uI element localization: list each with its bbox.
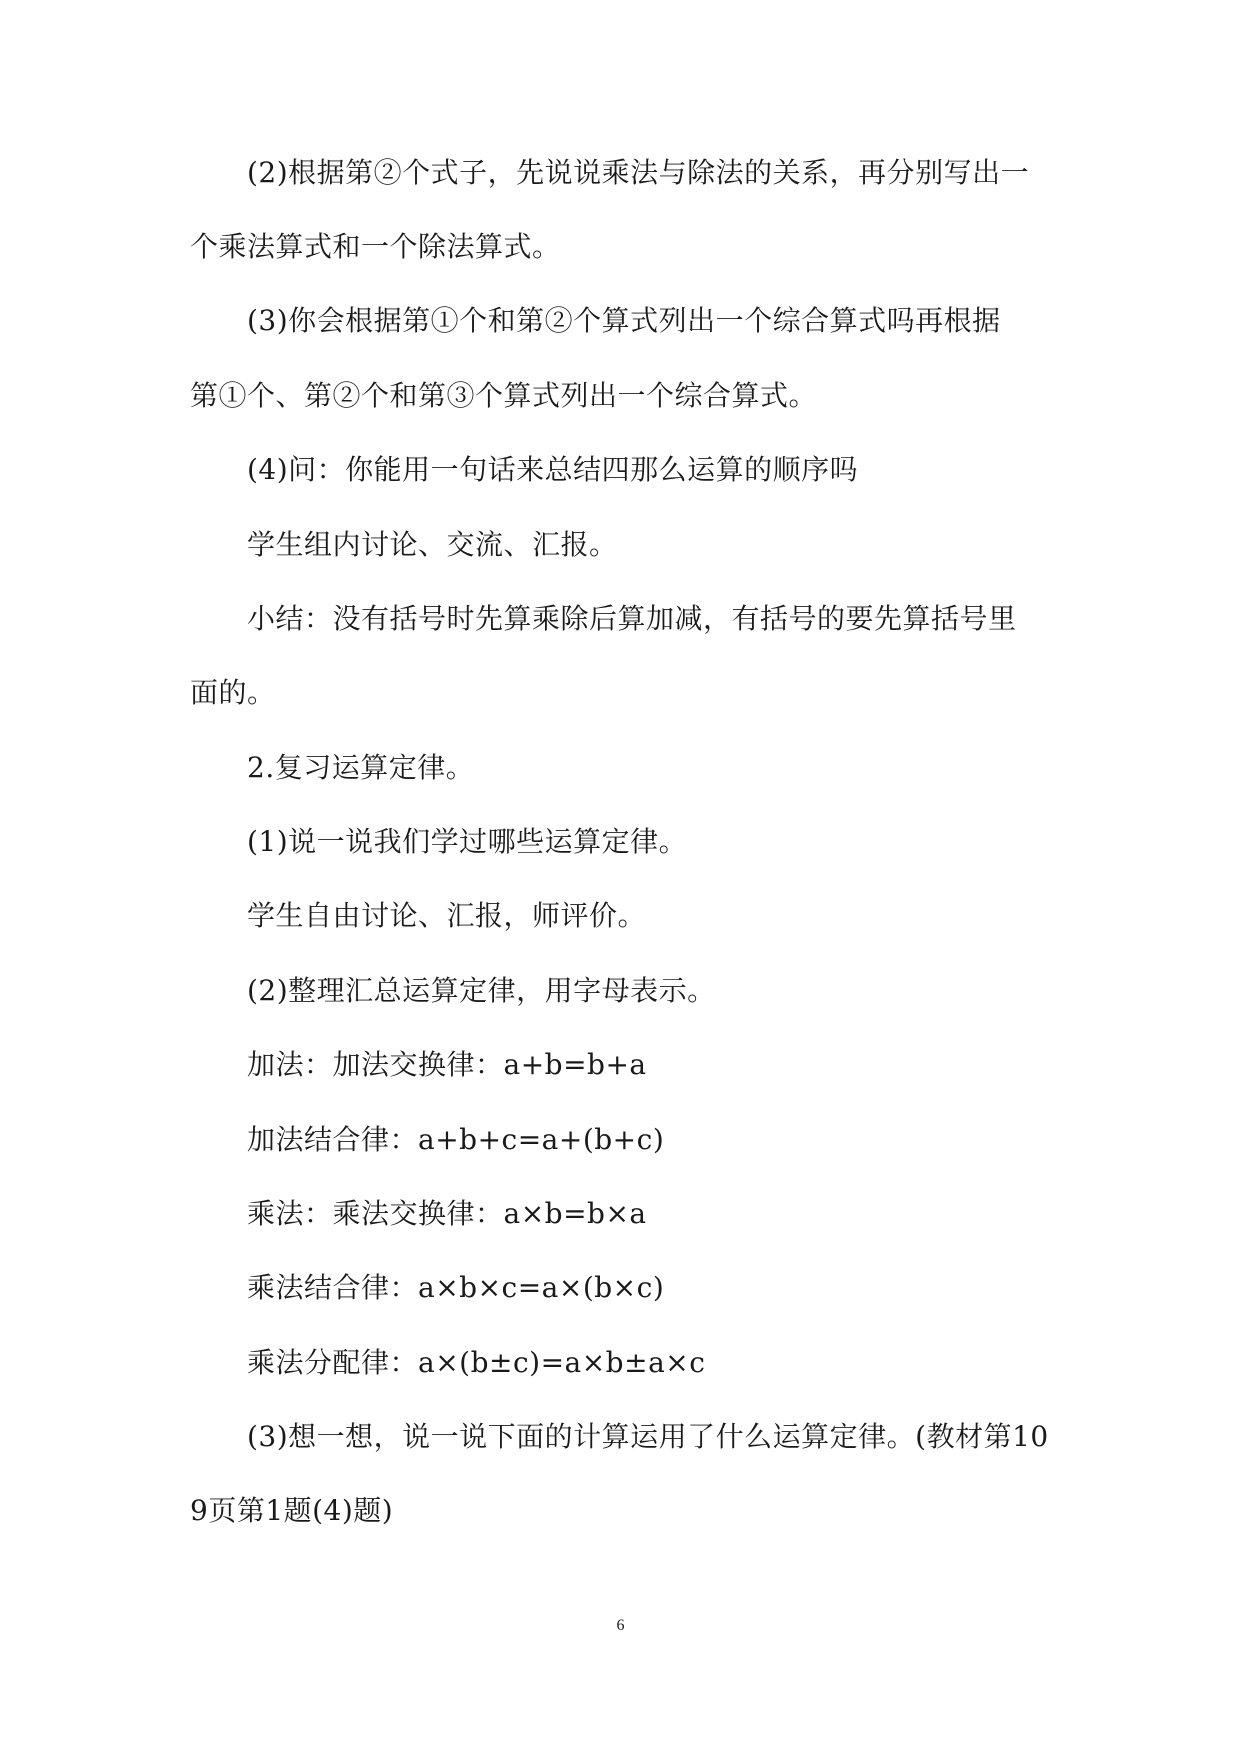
paragraph-line: 面的。 — [190, 676, 276, 709]
paragraph-line: 9页第1题(4)题) — [190, 1494, 394, 1527]
paragraph-line: (3)你会根据第①个和第②个算式列出一个综合算式吗再根据 — [247, 304, 1001, 337]
formula-line: 加法：加法交换律：a+b=b+a — [247, 1048, 647, 1081]
formula-line: 乘法：乘法交换律：a×b=b×a — [247, 1197, 647, 1230]
paragraph-line: 学生自由讨论、汇报，师评价。 — [247, 899, 647, 932]
paragraph-line: (2)根据第②个式子，先说说乘法与除法的关系，再分别写出一 — [247, 156, 1030, 189]
paragraph-line: (1)说一说我们学过哪些运算定律。 — [247, 825, 688, 858]
paragraph-line: 个乘法算式和一个除法算式。 — [190, 230, 561, 263]
formula-line: 乘法分配律：a×(b±c)=a×b±a×c — [247, 1346, 706, 1379]
formula-line: 乘法结合律：a×b×c=a×(b×c) — [247, 1271, 665, 1304]
paragraph-line: 第①个、第②个和第③个算式列出一个综合算式。 — [190, 379, 818, 412]
paragraph-line: (4)问：你能用一句话来总结四那么运算的顺序吗 — [247, 453, 859, 486]
page-number: 6 — [616, 1617, 625, 1634]
paragraph-line: (2)整理汇总运算定律，用字母表示。 — [247, 974, 716, 1007]
paragraph-line: (3)想一想，说一说下面的计算运用了什么运算定律。(教材第10 — [247, 1420, 1049, 1453]
formula-line: 加法结合律：a+b+c=a+(b+c) — [247, 1123, 665, 1156]
paragraph-line: 小结：没有括号时先算乘除后算加减，有括号的要先算括号里 — [247, 602, 1017, 635]
paragraph-line: 学生组内讨论、交流、汇报。 — [247, 528, 618, 561]
section-heading: 2.复习运算定律。 — [247, 751, 475, 784]
